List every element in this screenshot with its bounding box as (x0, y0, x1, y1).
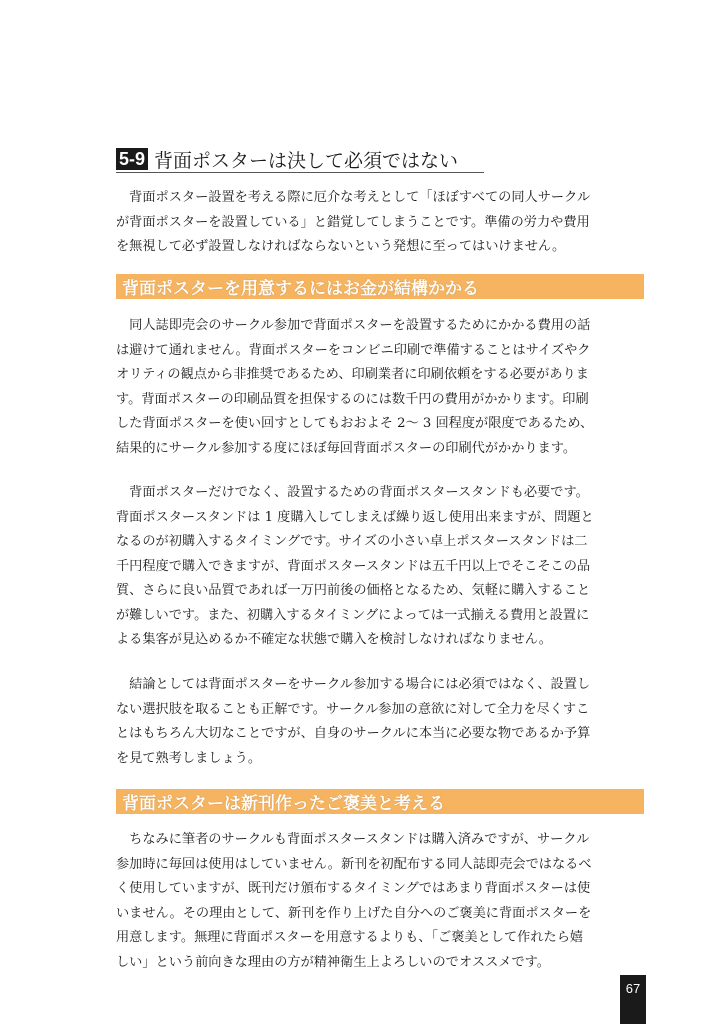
subsection-heading-text: 背面ポスターを用意するにはお金が結構かかる (122, 279, 479, 299)
section-number: 5-9 (116, 148, 148, 170)
subsection-heading-reward (116, 789, 644, 814)
paragraph (116, 481, 646, 653)
text-line: ない選択肢を取ることも正解です。サークル参加の意欲に対して全力を尽くすこ (116, 701, 590, 717)
text-line: よる集客が見込めるか不確定な状態で購入を検討しなければなりません。 (116, 632, 552, 647)
text-line: オリティの観点から非推奨であるため、印刷業者に印刷依頼をする必要がありま (116, 367, 589, 382)
intro-paragraph (116, 186, 646, 260)
text-line: しい」という前向きな理由の方が精神衛生上よろしいのでオススメです。 (116, 954, 550, 970)
text-line: ちなみに筆者のサークルも背面ポスタースタンドは購入済みですが、サークル (116, 832, 590, 847)
text-line: 質、さらに良い品質であれば一万円前後の価格となるため、気軽に購入すること (116, 583, 591, 598)
text-line: 背面ポスターだけでなく、設置するための背面ポスタースタンドも必要です。 (116, 485, 589, 500)
text-line: く使用していますが、既刊だけ頒布するタイミングではあまり背面ポスターは使 (116, 881, 591, 896)
text-line: 背面ポスター設置を考える際に厄介な考えとして「ほぼすべての同人サークル (116, 190, 591, 205)
subsection-heading-text: 背面ポスターは新刊作ったご褒美と考える (122, 794, 445, 814)
text-line: なるのが初購入するタイミングです。サイズの小さい卓上ポスタースタンドは二 (116, 534, 588, 549)
text-line: を無視して必ず設置しなければならないという発想に至ってはいけません。 (116, 239, 566, 254)
section-title-text: 背面ポスターは決して必須ではない (154, 149, 459, 172)
text-line: が背面ポスターを設置している」と錯覚してしまうことです。準備の労力や費用 (116, 214, 590, 230)
paragraph (116, 314, 646, 461)
text-line: が難しいです。また、初購入するタイミングによっては一式揃える費用と設置に (116, 607, 590, 623)
text-line: を見て熟考しましょう。 (116, 750, 262, 766)
subsection-heading-cost (116, 274, 644, 299)
text-line: 結論としては背面ポスターをサークル参加する場合には必須ではなく、設置し (116, 677, 591, 692)
page-number: 67 (620, 975, 646, 1024)
text-line: とはもちろん大切なことですが、自身のサークルに本当に必要な物であるか予算 (116, 726, 591, 741)
text-line: 同人誌即売会のサークル参加で背面ポスターを設置するためにかかる費用の話 (116, 318, 591, 333)
section-title (116, 146, 484, 173)
text-line: 参加時に毎回は使用はしていません。新刊を初配布する同人誌即売会ではなるべ (116, 856, 592, 872)
paragraph (116, 828, 646, 975)
text-line: は避けて通れません。背面ポスターをコンビニ印刷で準備することはサイズやク (116, 342, 591, 358)
text-line: 背面ポスタースタンドは 1 度購入してしまえば繰り返し使用出来ますが、問題と (116, 509, 594, 525)
paragraph (116, 673, 646, 771)
text-line: 用意します。無理に背面ポスターを用意するよりも、「ご褒美として作れたら嬉 (116, 930, 584, 945)
text-line: 結果的にサークル参加する度にほぼ毎回背面ポスターの印刷代がかかります。 (116, 440, 577, 456)
text-line: いません。その理由として、新刊を作り上げた自分へのご褒美に背面ポスターを (116, 905, 592, 921)
text-line: 千円程度で購入できますが、背面ポスタースタンドは五千円以上でそこそこの品 (116, 558, 591, 574)
text-line: す。背面ポスターの印刷品質を担保するのには数千円の費用がかかります。印刷 (116, 391, 589, 407)
text-line: した背面ポスターを使い回すとしてもおおよそ 2～ 3 回程度が限度であるため、 (116, 416, 594, 431)
